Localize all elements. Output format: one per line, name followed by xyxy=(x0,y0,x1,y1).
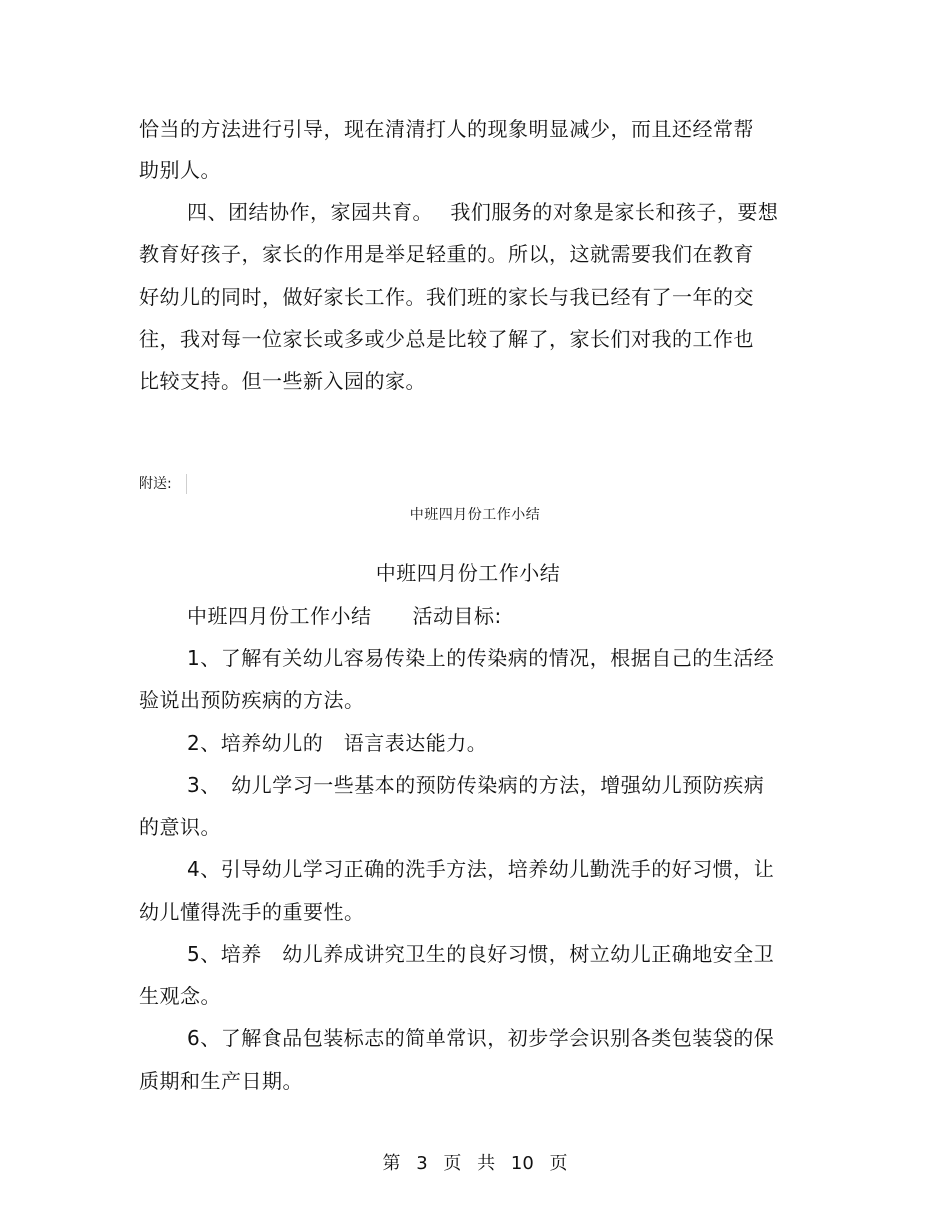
body-line: 4、引导幼儿学习正确的洗手方法，培养幼儿勤洗手的好习惯，让 xyxy=(187,857,775,881)
footer-total-prefix: 共 xyxy=(477,1153,496,1174)
footer-page-label: 页 xyxy=(443,1153,462,1174)
paragraph-line: 恰当的方法进行引导，现在清清打人的现象明显减少，而且还经常帮 xyxy=(139,117,754,141)
body-line: 1、了解有关幼儿容易传染上的传染病的情况，根据自己的生活经 xyxy=(187,646,775,670)
vertical-divider xyxy=(186,474,187,494)
body-line: 5、培养 幼儿养成讲究卫生的良好习惯，树立幼儿正确地安全卫 xyxy=(187,942,775,966)
body-line: 质期和生产日期。 xyxy=(139,1069,303,1093)
paragraph-line: 好幼儿的同时，做好家长工作。我们班的家长与我已经有了一年的交 xyxy=(139,285,754,309)
paragraph-line: 助别人。 xyxy=(139,158,221,182)
body-line: 幼儿懂得洗手的重要性。 xyxy=(139,900,365,924)
footer-page-prefix: 第 xyxy=(382,1153,401,1174)
footer-total-number: 10 xyxy=(510,1153,534,1174)
paragraph-line: 教育好孩子，家长的作用是举足轻重的。所以，这就需要我们在教育 xyxy=(139,242,754,266)
body-line: 中班四月份工作小结 活动目标: xyxy=(187,604,502,628)
small-title: 中班四月份工作小结 xyxy=(409,507,541,523)
body-line: 验说出预防疾病的方法。 xyxy=(139,688,365,712)
body-line: 2、培养幼儿的 语言表达能力。 xyxy=(187,731,488,755)
paragraph-line: 四、团结协作，家园共育。 我们服务的对象是家长和孩子，要想 xyxy=(187,200,779,224)
footer-total-label: 页 xyxy=(549,1153,568,1174)
document-title: 中班四月份工作小结 xyxy=(375,561,561,585)
footer-page-number: 3 xyxy=(416,1153,428,1174)
paragraph-line: 往，我对每一位家长或多或少总是比较了解了，家长们对我的工作也 xyxy=(139,327,754,351)
body-line: 6、了解食品包装标志的简单常识，初步学会识别各类包装袋的保 xyxy=(187,1026,775,1050)
body-line: 生观念。 xyxy=(139,984,221,1008)
page-footer xyxy=(0,1153,950,1175)
body-line: 的意识。 xyxy=(139,815,221,839)
body-line: 3、 幼儿学习一些基本的预防传染病的方法，增强幼儿预防疾病 xyxy=(187,773,765,797)
paragraph-line: 比较支持。但一些新入园的家。 xyxy=(139,369,426,393)
appendix-label: 附送: xyxy=(139,476,172,492)
